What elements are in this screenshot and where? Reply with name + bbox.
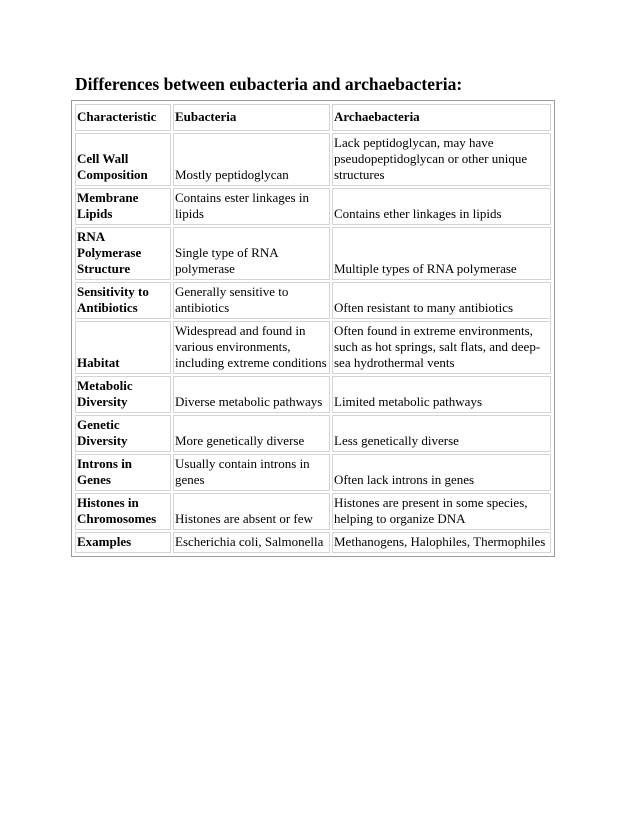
column-header-eubacteria: Eubacteria <box>173 104 330 131</box>
archaebacteria-cell: Multiple types of RNA polymerase <box>332 227 551 280</box>
eubacteria-cell: Histones are absent or few <box>173 493 330 530</box>
eubacteria-cell: Escherichia coli, Salmonella <box>173 532 330 553</box>
characteristic-cell: Membrane Lipids <box>75 188 171 225</box>
archaebacteria-cell: Methanogens, Halophiles, Thermophiles <box>332 532 551 553</box>
table-row <box>75 493 551 530</box>
table-row <box>75 188 551 225</box>
characteristic-cell: Examples <box>75 532 171 553</box>
eubacteria-cell: Diverse metabolic pathways <box>173 376 330 413</box>
characteristic-cell: Histones in Chromosomes <box>75 493 171 530</box>
eubacteria-cell: Single type of RNA polymerase <box>173 227 330 280</box>
characteristic-cell: Habitat <box>75 321 171 374</box>
archaebacteria-cell: Often found in extreme environments, such as hot springs, salt flats, and deep-sea hydrothermal vents <box>332 321 551 374</box>
table-row <box>75 454 551 491</box>
column-header-archaebacteria: Archaebacteria <box>332 104 551 131</box>
archaebacteria-cell: Contains ether linkages in lipids <box>332 188 551 225</box>
characteristic-cell: Cell Wall Composition <box>75 133 171 186</box>
eubacteria-cell: Contains ester linkages in lipids <box>173 188 330 225</box>
table-row <box>75 376 551 413</box>
comparison-table <box>73 102 553 555</box>
characteristic-cell: Introns in Genes <box>75 454 171 491</box>
table-row <box>75 133 551 186</box>
archaebacteria-cell: Lack peptidoglycan, may have pseudopeptidoglycan or other unique structures <box>332 133 551 186</box>
table-row <box>75 227 551 280</box>
eubacteria-cell: Widespread and found in various environments, including extreme conditions <box>173 321 330 374</box>
column-header-characteristic: Characteristic <box>75 104 171 131</box>
characteristic-cell: Genetic Diversity <box>75 415 171 452</box>
eubacteria-cell: Usually contain introns in genes <box>173 454 330 491</box>
page-title: Differences between eubacteria and archaebacteria: <box>75 74 463 94</box>
eubacteria-cell: Generally sensitive to antibiotics <box>173 282 330 319</box>
characteristic-cell: Sensitivity to Antibiotics <box>75 282 171 319</box>
table-row <box>75 321 551 374</box>
archaebacteria-cell: Less genetically diverse <box>332 415 551 452</box>
characteristic-cell: Metabolic Diversity <box>75 376 171 413</box>
archaebacteria-cell: Often lack introns in genes <box>332 454 551 491</box>
characteristic-cell: RNA Polymerase Structure <box>75 227 171 280</box>
table-row <box>75 532 551 553</box>
table-row <box>75 415 551 452</box>
archaebacteria-cell: Histones are present in some species, helping to organize DNA <box>332 493 551 530</box>
eubacteria-cell: More genetically diverse <box>173 415 330 452</box>
archaebacteria-cell: Often resistant to many antibiotics <box>332 282 551 319</box>
table-header-row <box>75 104 551 131</box>
table-row <box>75 282 551 319</box>
eubacteria-cell: Mostly peptidoglycan <box>173 133 330 186</box>
comparison-table-frame <box>71 100 555 557</box>
archaebacteria-cell: Limited metabolic pathways <box>332 376 551 413</box>
